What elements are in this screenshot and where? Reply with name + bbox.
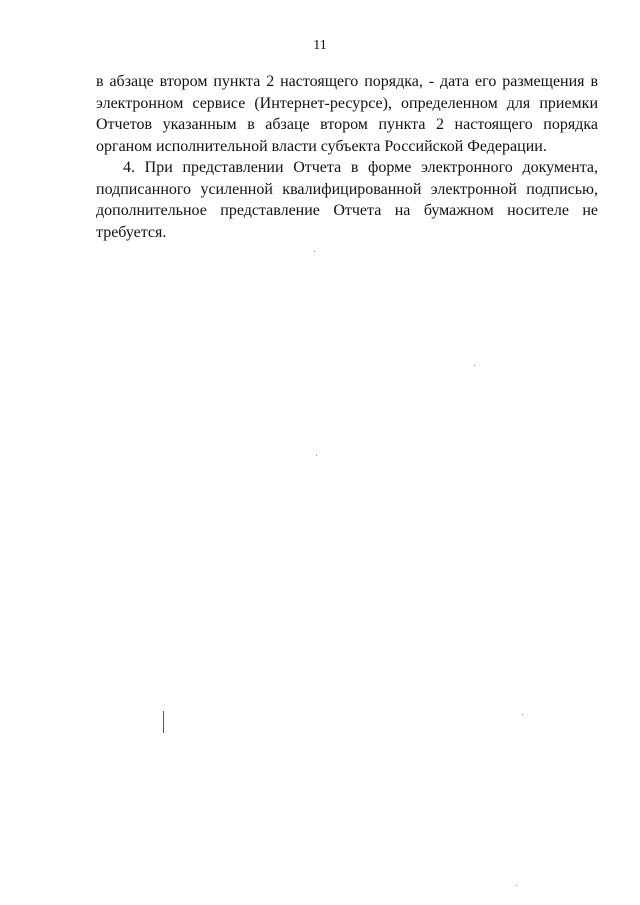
paragraph-item-4: 4. При представлении Отчета в форме электронного документа, подписанного усиленной квалифицированной электронной подписью, дополнительное представление Отчета на бумажном носителе не требуется. [96,159,598,241]
page-number: 11 [313,38,327,53]
document-body [96,71,598,243]
scan-artifact-dot [474,365,475,366]
scan-artifact-dot [316,455,317,456]
scan-artifact-line [163,711,164,733]
scan-artifact-dot [314,251,315,252]
scan-artifact-dot [522,714,523,715]
paragraph-continuation: в абзаце втором пункта 2 настоящего порядка, - дата его размещения в электронном сервисе (Интернет-ресурсе), определенном для приемки Отчетов указанным в абзаце втором пункта 2 настоящего порядка органом исполнительной власти субъекта Российской Федерации. [96,73,598,155]
scan-artifact-dot [516,885,517,886]
